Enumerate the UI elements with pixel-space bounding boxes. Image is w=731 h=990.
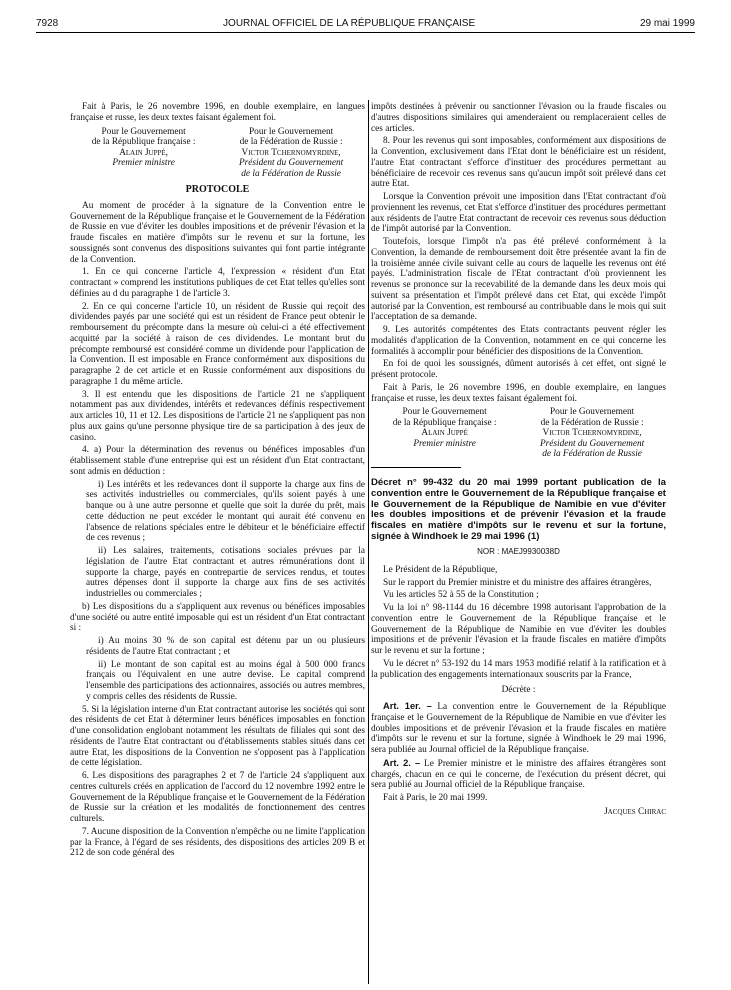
paragraph: 4. a) Pour la détermination des revenus ou bénéfices imposables d'un établissement stable d'une entreprise qui est un résident d'un Etat contractant, sont admis en déduction :: [70, 445, 365, 477]
paragraph: Au moment de procéder à la signature de la Convention entre le Gouvernement de la République française et le Gouvernement de la Fédération de Russie en vue d'éviter les doubles impositions et de prévenir l'évasion et la fraude fiscales en matière d'impôts sur le revenu et sur la fortune, les soussignés sont convenus des dispositions suivantes qui font partie intégrante de la Convention.: [70, 200, 365, 265]
signature-block: [371, 407, 666, 460]
journal-title: JOURNAL OFFICIEL DE LA RÉPUBLIQUE FRANÇAISE: [223, 17, 476, 29]
paragraph: Lorsque la Convention prévoit une imposition dans l'Etat contractant d'où proviennent les revenus, cet Etat s'efforce d'instituer des procédures permettant aux résidents de l'autre Etat contractant de recevoir ces revenus sous déduction de l'impôt autorisé par la Convention.: [371, 192, 666, 235]
paragraph: 3. Il est entendu que les dispositions de l'article 21 ne s'appliquent notamment pas aux dividendes, intérêts et redevances définis respectivement aux articles 10, 11 et 12. Les dispositions de l'article 21 ne s'appliquent pas non plus aux gains qu'une personne physique tire de sa participation à des jeux de casino.: [70, 389, 365, 443]
column-divider: [368, 100, 369, 984]
protocole-heading: PROTOCOLE: [185, 184, 250, 195]
issue-date: 29 mai 1999: [639, 17, 695, 29]
page-header: [36, 14, 695, 32]
nor-reference: NOR : MAEJ9930038D: [477, 547, 560, 557]
article-label: Art. 1er. –: [383, 701, 432, 712]
signer-title: Premier ministre: [413, 438, 476, 449]
fait-paragraph: Fait à Paris, le 26 novembre 1996, en double exemplaire, en langues française et russe, les deux textes faisant également foi.: [70, 102, 365, 123]
signer-name: Jacques Chirac: [604, 806, 666, 817]
paragraph: impôts destinées à prévenir ou sanctionner l'évasion ou la fraude fiscales ou d'autres dispositions similaires qui amenderaient ou remplaceraient celles de ces articles.: [371, 102, 666, 134]
page-number: 7928: [36, 17, 59, 29]
paragraph: 8. Pour les revenus qui sont imposables, conformément aux dispositions de la Convention, exclusivement dans l'Etat dont le bénéficiaire est un résident, l'autre Etat contractant s'efforce d'instituer des procédures permettant au bénéficiaire de recevoir ces revenus sans qu'aucun impôt soit prélevé dans cet autre Etat.: [371, 136, 666, 190]
paragraph: i) Au moins 30 % de son capital est détenu par un ou plusieurs résidents de l'autre Etat contractant ; et: [86, 636, 365, 657]
paragraph: 9. Les autorités compétentes des Etats contractants peuvent régler les modalités d'application de la Convention, notamment en ce qui concerne les formalités à accomplir pour bénéficier des dispositions de la Convention.: [371, 325, 666, 357]
signer-name: Victor Tchernomyrdine,: [241, 147, 341, 158]
signer-title: Président du Gouvernement: [238, 158, 344, 168]
signature-block: [70, 127, 365, 180]
separator-rule: [371, 467, 461, 468]
signer-title: Président du Gouvernement: [539, 438, 645, 449]
signer-name: Victor Tchernomyrdine,: [542, 428, 642, 439]
paragraph: Fait à Paris, le 26 novembre 1996, en double exemplaire, en langues française et russe, les deux textes faisant également foi.: [371, 382, 666, 404]
header-rule: [36, 32, 695, 33]
paragraph: ii) Les salaires, traitements, cotisations sociales prévues par la législation de l'autre Etat contractant et autres rémunérations dont il supporte la charge, payés en contrepartie de services rendus, et toutes autres dépenses dont il supporte la charge aux fins de ses activités industrielles ou commerciales ;: [86, 546, 365, 599]
paragraph: Toutefois, lorsque l'impôt n'a pas été prélevé conformément à la Convention, la demande de remboursement doit être présentée avant la fin de la troisième année civile suivant celle au cours de laquelle les revenus ont été payés. L'administration fiscale de l'Etat contractant d'où proviennent les revenus se prononce sur la recevabilité de la demande dans les deux mois qui suivent sa présentation et l'impôt prélevé dans cet Etat, qui excède l'impôt autorisé par la Convention, est remboursé au contribuable dans le mois qui suit l'acceptation de sa demande.: [371, 237, 666, 323]
paragraph: 7. Aucune disposition de la Convention n'empêche ou ne limite l'application par la France, à l'égard de ses résidents, des dispositions des articles 209 B et 212 de son code général des: [70, 826, 365, 859]
paragraph: En foi de quoi les soussignés, dûment autorisés à cet effet, ont signé le présent protocole.: [371, 359, 666, 380]
paragraph: Le Président de la République,: [383, 564, 498, 575]
paragraph: i) Les intérêts et les redevances dont il supporte la charge aux fins de ses activités industrielles ou commerciales, qu'ils soient payés à une banque ou à une autre personne et quelle que soit la durée du prêt, mais cette déduction ne peut excéder le montant qui aurait été convenu en l'absence de relations spéciales entre le débiteur et le bénéficiaire effectif de ces revenus ;: [86, 479, 365, 544]
paragraph: 1. En ce qui concerne l'article 4, l'expression « résident d'un Etat contractant » comprend les institutions publiques de cet Etat telles qu'elles sont définies au d du paragraphe 1 de l'article 3.: [70, 267, 365, 299]
article-2: Art. 2. – Le Premier ministre et le ministre des affaires étrangères sont chargés, chacun en ce qui le concerne, de l'exécution du présent décret, qui sera publié au Journal officiel de la République française.: [371, 757, 667, 791]
paragraph: b) Les dispositions du a s'appliquent aux revenus ou bénéfices imposables d'une société ou autre entité imposable qui est un résident d'un Etat contractant si :: [70, 601, 365, 634]
signature-russia: Pour le Gouvernement de la Fédération de Russie : Victor Tchernomyrdine, Président du Gouvernement de la Fédération de Russie: [539, 407, 645, 460]
paragraph: 6. Les dispositions des paragraphes 2 et 7 de l'article 24 s'appliquent aux centres culturels créés en application de l'accord du 12 novembre 1992 entre le Gouvernement de la République française et le Gouvernement de la Fédération de Russie sur la création et les modalités de fonctionnement des centres culturels.: [70, 771, 365, 824]
left-column: [70, 102, 365, 861]
article-label: Art. 2. –: [383, 757, 421, 768]
paragraph: Fait à Paris, le 20 mai 1999.: [383, 793, 488, 804]
signer-name: Alain Juppé,: [119, 147, 169, 158]
signature-france: Pour le Gouvernement de la République française : Alain Juppé, Premier ministre: [91, 126, 196, 168]
signer-title: de la Fédération de Russie: [241, 168, 341, 179]
paragraph: Vu la loi n° 98-1144 du 16 décembre 1998 autorisant l'approbation de la convention entre le Gouvernement de la République française et le Gouvernement de la République de Namibie en vue d'éviter les doubles impositions et de prévenir l'évasion et la fraude fiscales en matière d'impôts sur le revenu et sur la fortune ;: [371, 603, 666, 657]
paragraph: 2. En ce qui concerne l'article 10, un résident de Russie qui reçoit des dividendes payés par une société qui est un résident de France peut obtenir le remboursement du précompte dans la mesure où celui-ci a été effectivement acquitté par la société à raison de ces dividendes. Le montant brut du précompte remboursé est considéré comme un dividende pour l'application de la Convention. Il est imposable en France conformément aux dispositions du paragraphe 2 de cet article et en Russie conformément aux dispositions du paragraphe 1 du même article.: [70, 301, 365, 387]
right-column: [371, 102, 666, 818]
paragraph: Vu le décret n° 53-192 du 14 mars 1953 modifié relatif à la ratification et à la publication des engagements internationaux souscrits par la France,: [371, 658, 666, 680]
signature-france: Pour le Gouvernement de la République française : Alain Juppé Premier ministre: [392, 407, 497, 449]
signer-name: Alain Juppé: [421, 428, 468, 439]
signer-title: Premier ministre: [112, 158, 175, 168]
decree-title: Décret n° 99-432 du 20 mai 1999 portant publication de la convention entre le Gouvernement de la République française et le Gouvernement de la République de Namibie en vue d'éviter les doubles impositions et de prévenir l'évasion et la fraude fiscales en matière d'impôts sur le revenu et sur la fortune, signée à Windhoek le 29 mai 1996 (1): [371, 476, 666, 543]
signature-russia: Pour le Gouvernement de la Fédération de Russie : Victor Tchernomyrdine, Président du Gouvernement de la Fédération de Russie: [238, 126, 344, 179]
signer-title: de la Fédération de Russie: [542, 449, 642, 460]
paragraph: 5. Si la législation interne d'un Etat contractant autorise les sociétés qui sont des résidents de cet Etat à déterminer leurs bénéfices imposables en fonction d'une consolidation englobant notamment les résultats de filiales qui sont des résidents de l'autre Etat contractant ou d'établissements stables situés dans cet autre Etat, les dispositions de la Convention ne s'opposent pas à l'application de cette législation.: [70, 704, 365, 769]
article-1: Art. 1er. – La convention entre le Gouvernement de la République française et le Gouvernement de la République de Namibie en vue d'éviter les doubles impositions et de prévenir l'évasion et la fraude fiscales en matière d'impôts sur le revenu et sur la fortune, signée à Windhoek le 29 mai 1996, sera publiée au Journal officiel de la République française.: [371, 701, 666, 756]
decrete-heading: Décrète :: [501, 685, 536, 696]
paragraph: Sur le rapport du Premier ministre et du ministre des affaires étrangères,: [383, 577, 652, 588]
paragraph: Vu les articles 52 à 55 de la Constitution ;: [383, 590, 539, 601]
paragraph: ii) Le montant de son capital est au moins égal à 500 000 francs français ou l'équivalent en une autre devise. Le capital comprend l'ensemble des participations des actionnaires, associés ou autres membres, y compris celles des résidents de Russie.: [86, 659, 365, 702]
